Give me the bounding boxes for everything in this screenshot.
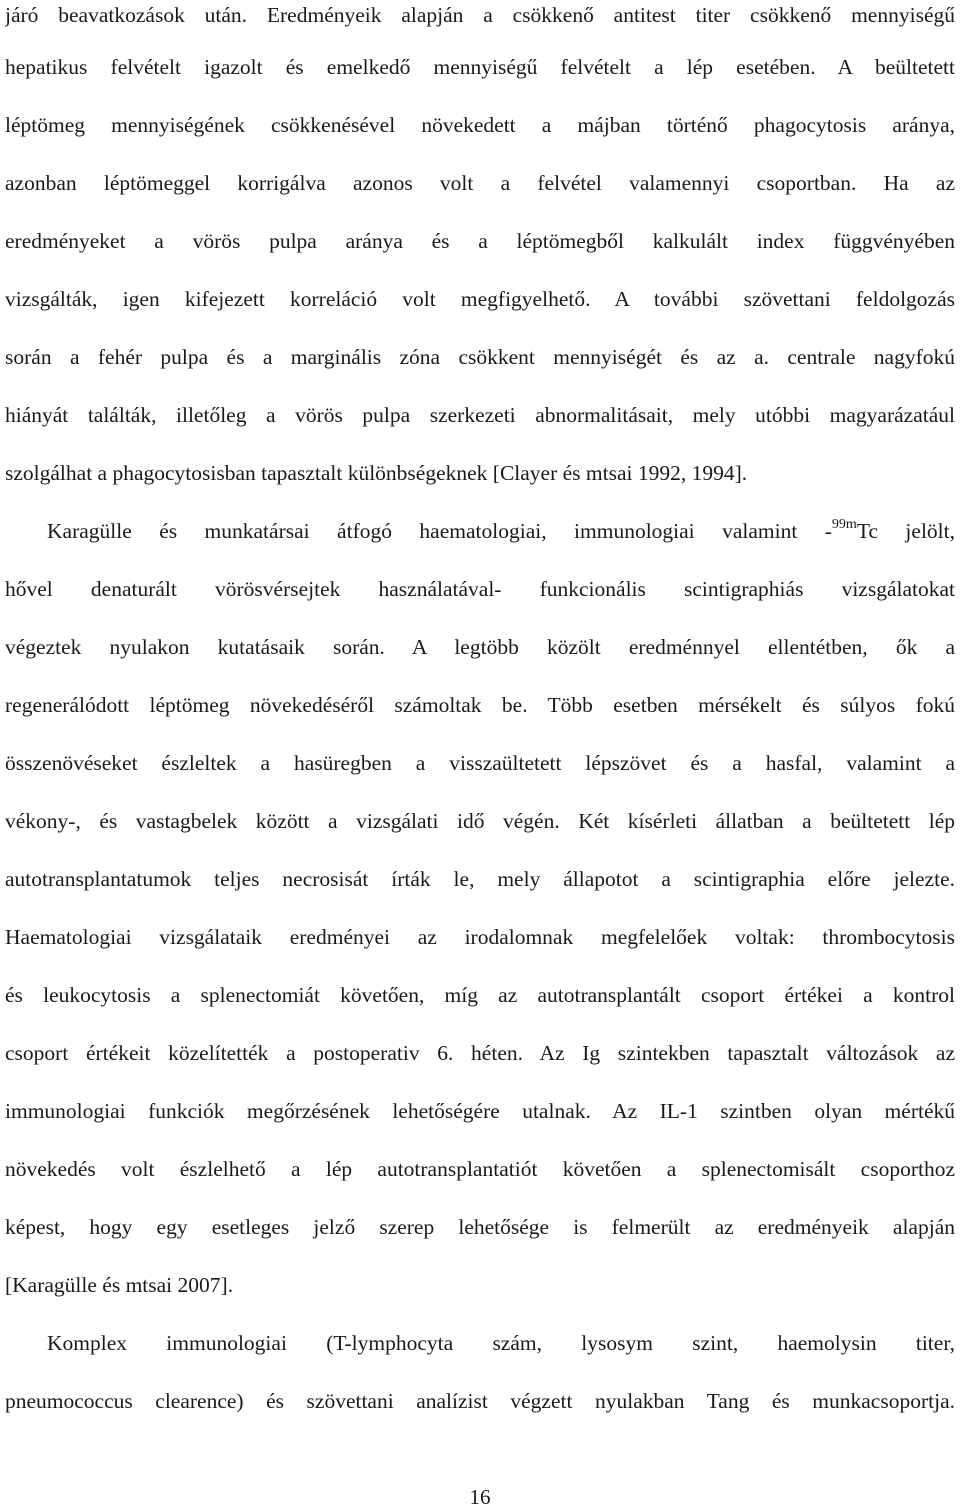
text-line: hiányát találták, illetőleg a vörös pulpa szerkezeti abnormalitásait, mely utóbbi magyarázatául bbox=[5, 403, 955, 427]
text-line: regenerálódott léptömeg növekedéséről számoltak be. Több esetben mérsékelt és súlyos fokú bbox=[5, 693, 955, 717]
page-number: 16 bbox=[469, 1485, 491, 1509]
text-line: azonban léptömeggel korrigálva azonos volt a felvétel valamennyi csoportban. Ha az bbox=[5, 171, 955, 195]
text-line: járó beavatkozások után. Eredményeik alapján a csökkenő antitest titer csökkenő mennyiségű bbox=[5, 3, 955, 27]
text-line: Haematologiai vizsgálataik eredményei az irodalomnak megfelelőek voltak: thrombocytosis bbox=[5, 925, 955, 949]
paragraph-2 bbox=[5, 502, 955, 1314]
text-segment: Tc jelölt, bbox=[856, 519, 955, 543]
isotope-superscript: 99m bbox=[831, 517, 857, 532]
paragraph-1 bbox=[5, 0, 955, 502]
text-line: pneumococcus clearence) és szövettani analízist végzett nyulakban Tang és munkacsoportja. bbox=[5, 1389, 955, 1413]
paragraph-3 bbox=[5, 1314, 955, 1430]
text-line: vizsgálták, igen kifejezett korreláció volt megfigyelhető. A további szövettani feldolgozás bbox=[5, 287, 955, 311]
text-line: és leukocytosis a splenectomiát követően, míg az autotransplantált csoport értékei a kontrol bbox=[5, 983, 955, 1007]
text-line: Komplex immunologiai (T-lymphocyta szám, lysosym szint, haemolysin titer, bbox=[47, 1331, 955, 1355]
text-segment: Karagülle és munkatársai átfogó haematologiai, immunologiai valamint - bbox=[47, 519, 832, 543]
document-page bbox=[5, 0, 955, 1430]
text-line: eredményeket a vörös pulpa aránya és a léptömegből kalkulált index függvényében bbox=[5, 229, 955, 253]
text-line: összenövéseket észleltek a hasüregben a visszaültetett lépszövet és a hasfal, valamint a bbox=[5, 751, 955, 775]
text-line: csoport értékeit közelítették a postoperativ 6. héten. Az Ig szintekben tapasztalt változások az bbox=[5, 1041, 955, 1065]
text-line: növekedés volt észlelhető a lép autotransplantatiót követően a splenectomisált csoporthoz bbox=[5, 1157, 955, 1181]
text-line: immunologiai funkciók megőrzésének lehetőségére utalnak. Az IL-1 szintben olyan mértékű bbox=[5, 1099, 955, 1123]
text-line: képest, hogy egy esetleges jelző szerep lehetősége is felmerült az eredményeik alapján bbox=[5, 1215, 955, 1239]
text-line bbox=[5, 502, 955, 560]
text-line: hővel denaturált vörösvérsejtek használatával- funkcionális scintigraphiás vizsgálatokat bbox=[5, 577, 955, 601]
text-line: léptömeg mennyiségének csökkenésével növekedett a májban történő phagocytosis aránya, bbox=[5, 113, 955, 137]
text-line: [Karagülle és mtsai 2007]. bbox=[5, 1273, 234, 1297]
text-line: végeztek nyulakon kutatásaik során. A legtöbb közölt eredménnyel ellentétben, ők a bbox=[5, 635, 955, 659]
text-line: hepatikus felvételt igazolt és emelkedő mennyiségű felvételt a lép esetében. A beültetett bbox=[5, 55, 955, 79]
text-line: vékony-, és vastagbelek között a vizsgálati idő végén. Két kísérleti állatban a beültetett lép bbox=[5, 809, 955, 833]
text-line: szolgálhat a phagocytosisban tapasztalt különbségeknek [Clayer és mtsai 1992, 1994]. bbox=[5, 461, 748, 485]
text-line: autotransplantatumok teljes necrosisát írták le, mely állapotot a scintigraphia előre jelezte. bbox=[5, 867, 955, 891]
text-line: során a fehér pulpa és a marginális zóna csökkent mennyiségét és az a. centrale nagyfokú bbox=[5, 345, 955, 369]
